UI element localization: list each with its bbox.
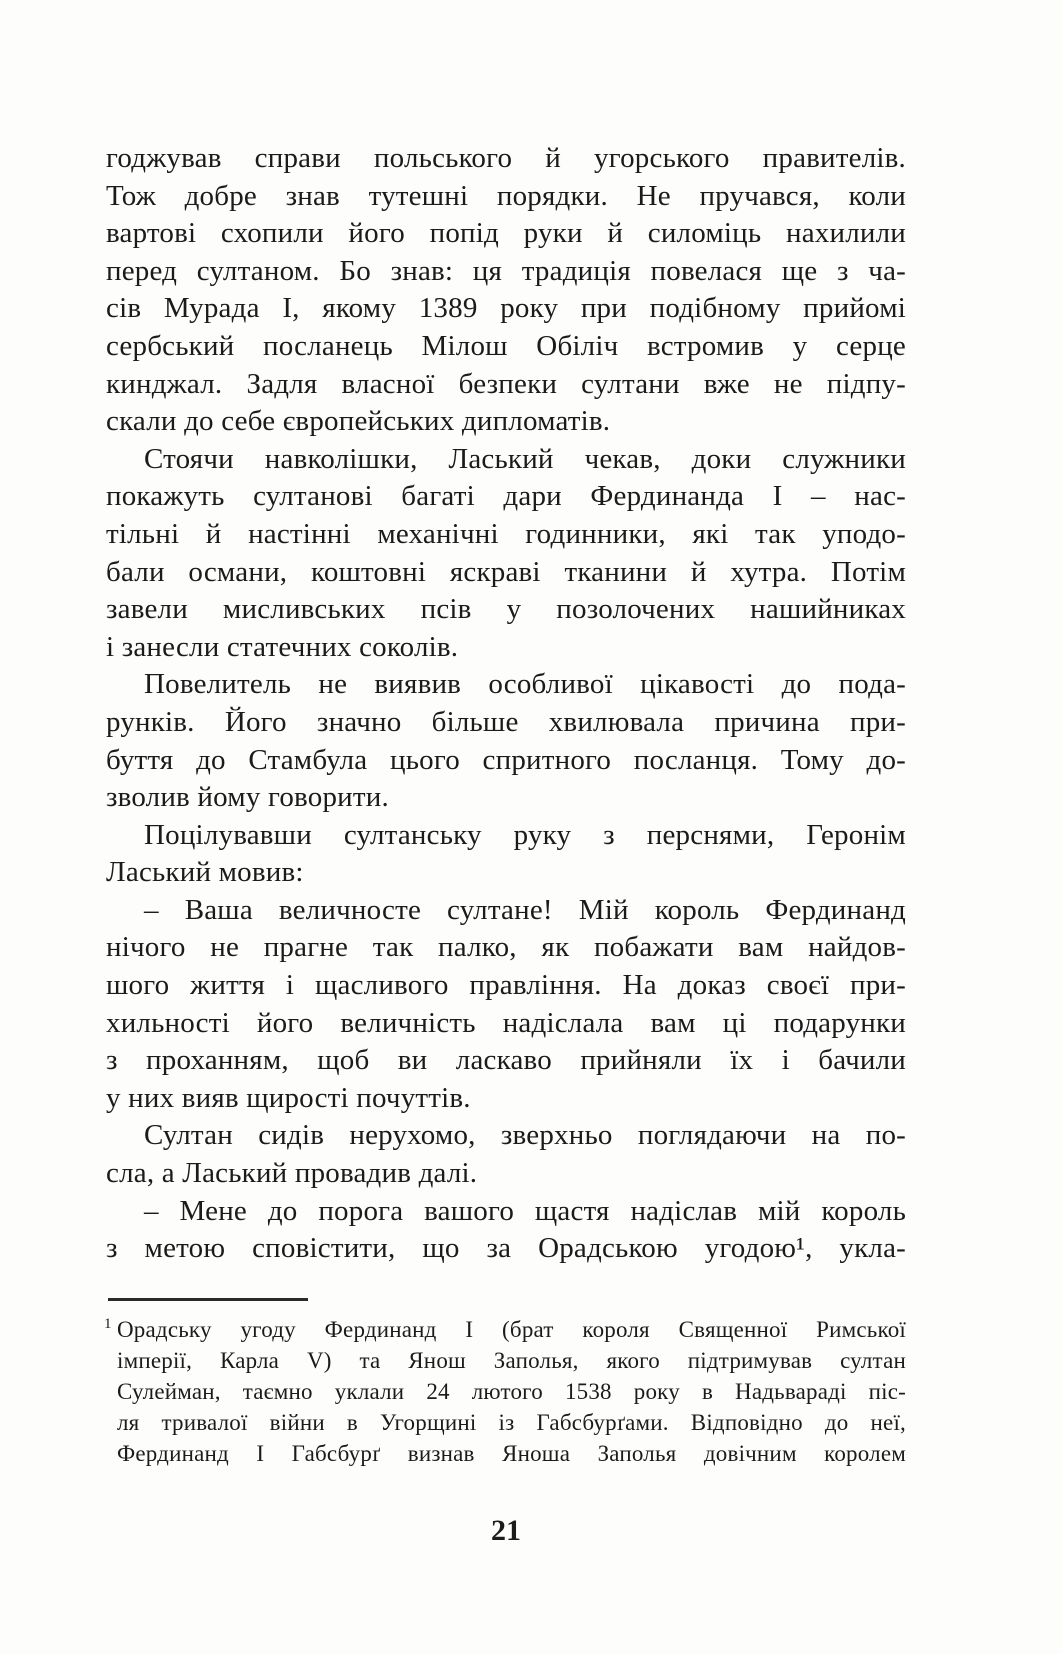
text-line: перед султаном. Бо знав: ця традиція повелася ще з ча-: [106, 254, 906, 287]
text-line: Стоячи навколішки, Ласький чекав, доки служники: [144, 442, 906, 475]
text-line: Повелитель не виявив особливої цікавості до пода-: [144, 668, 906, 701]
text-line: сербський посланець Мілош Обіліч встромив у серце: [106, 329, 906, 362]
footnote-line: Фердинанд І Габсбурґ визнав Яноша Заполья довічним королем: [117, 1441, 906, 1466]
text-line: у них вияв щирості почуттів.: [106, 1081, 471, 1114]
text-line: – Мене до порога вашого щастя надіслав мій король: [144, 1194, 906, 1227]
text-line: скали до себе європейських дипломатів.: [106, 405, 611, 438]
text-line: годжував справи польського й угорського правителів.: [106, 142, 906, 174]
text-line: хильності його величність надіслала вам ці подарунки: [106, 1006, 906, 1039]
text-line: сів Мурада І, якому 1389 року при подібному прийомі: [106, 292, 906, 325]
text-line: зволив йому говорити.: [106, 781, 389, 814]
text-line: рунків. Його значно більше хвилювала причина при-: [106, 705, 906, 738]
footnote-line: імперії, Карла V) та Янош Заполья, якого підтримував султан: [117, 1348, 906, 1373]
footnote-separator: [108, 1298, 308, 1301]
text-line: завели мисливських псів у позолочених нашийниках: [106, 593, 906, 626]
text-line: сла, а Ласький провадив далі.: [106, 1157, 478, 1190]
text-line: шого життя і щасливого правління. На доказ своєї при-: [106, 969, 906, 1002]
text-line: Поцілувавши султанську руку з перснями, Геронім: [144, 818, 906, 851]
text-line: з проханням, щоб ви ласкаво прийняли їх і бачили: [106, 1044, 906, 1077]
page-number: 21: [491, 1514, 521, 1547]
text-line: тільні й настінні механічні годинники, які так уподо-: [106, 517, 906, 550]
text-line: Ласький мовив:: [106, 856, 304, 889]
text-line: бали османи, коштовні яскраві тканини й хутра. Потім: [106, 555, 906, 588]
footnote-line: Орадську угоду Фердинанд І (брат короля Священної Римської: [117, 1317, 906, 1342]
footnote-marker: 1: [104, 1316, 112, 1332]
text-line: і занесли статечних соколів.: [106, 630, 459, 663]
text-line: вартові схопили його попід руки й силоміць нахилили: [106, 217, 906, 250]
footnote-body: [104, 1314, 906, 1469]
text-line: кинджал. Задля власної безпеки султани вже не підпу-: [106, 367, 906, 400]
body-text: [106, 140, 906, 1268]
text-line: буття до Стамбула цього спритного посланця. Тому до-: [106, 743, 906, 776]
footnote-line: Сулейман, таємно уклали 24 лютого 1538 року в Надьвараді піс-: [117, 1379, 906, 1404]
text-line: нічого не прагне так палко, як побажати вам найдов-: [106, 931, 906, 964]
text-line: покажуть султанові багаті дари Фердинанда І – нас-: [106, 480, 906, 513]
text-line: Султан сидів нерухомо, зверхньо поглядаючи на по-: [144, 1119, 906, 1152]
footnote: [106, 1298, 906, 1469]
text-line: – Ваша величносте султане! Мій король Фердинанд: [144, 893, 906, 926]
footnote-line: ля тривалої війни в Угорщині із Габсбурґами. Відповідно до неї,: [117, 1410, 906, 1435]
text-line: Тож добре знав тутешні порядки. Не пручався, коли: [106, 179, 906, 212]
text-line: з метою сповістити, що за Орадською угодою¹, укла-: [106, 1232, 906, 1265]
